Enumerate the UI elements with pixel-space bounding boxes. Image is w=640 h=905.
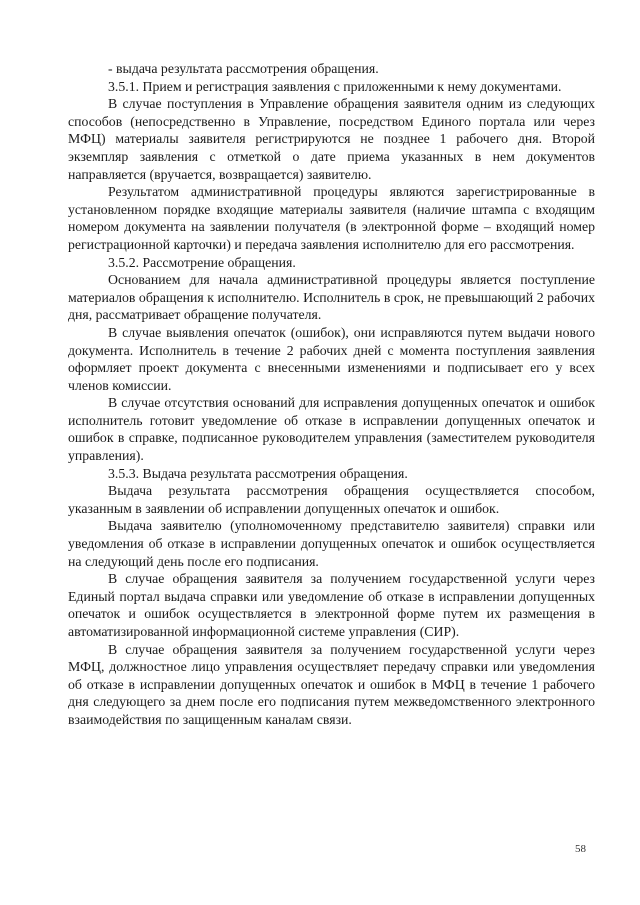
paragraph-mfc: В случае обращения заявителя за получением государственной услуги через МФЦ, должностное лицо управления осуществляет передачу справки или уведомления об отказе в исправлении допущенных опечаток и ошибок в МФЦ в течение 1 рабочего дня следующего за днем после его подписания путем межведомственного электронного взаимодействия по защищенным каналам связи. <box>68 641 595 727</box>
document-body <box>68 60 595 729</box>
paragraph-review-basis: Основанием для начала административной процедуры является поступление материалов обращения к исполнителю. Исполнитель в срок, не превышающий 2 рабочих дня, рассматривает обращение получателя. <box>68 272 595 323</box>
paragraph-issuance-method: Выдача результата рассмотрения обращения осуществляется способом, указанным в заявлении об исправлении допущенных опечаток и ошибок. <box>68 483 595 516</box>
paragraph-refusal-notice: В случае отсутствия оснований для исправления допущенных опечаток и ошибок исполнитель готовит уведомление об отказе в исправлении допущенных опечаток и ошибок в справке, подписанное руководителем управления (заместителем руководителя управления). <box>68 395 595 464</box>
paragraph-typo-correction: В случае выявления опечаток (ошибок), они исправляются путем выдачи нового документа. Исполнитель в течение 2 рабочих дней с момента поступления заявления оформляет проект документа с внесенными изменениями и подписывает его у всех членов комиссии. <box>68 324 595 393</box>
paragraph-registration: В случае поступления в Управление обращения заявителя одним из следующих способов (непосредственно в Управление, посредством Единого портала или через МФЦ) материалы заявителя регистрируются не позднее 1 рабочего дня. Второй экземпляр заявления с отметкой о дате приема указанных в нем документов направляется (вручается, возвращается) заявителю. <box>68 96 595 182</box>
paragraph-issuance-timing: Выдача заявителю (уполномоченному представителю заявителя) справки или уведомления об отказе в исправлении допущенных опечаток и ошибок осуществляется на следующий день после его подписания. <box>68 518 595 569</box>
paragraph-3-5-3-heading: 3.5.3. Выдача результата рассмотрения обращения. <box>108 465 408 481</box>
paragraph-registration-result: Результатом административной процедуры являются зарегистрированные в установленном порядке входящие материалы заявителя (наличие штампа с входящим номером документа на заявлении получателя (в электронной форме – входящий номер регистрационной карточки) и передача заявления исполнителю для его рассмотрения. <box>68 184 595 252</box>
paragraph-result-issuance-item: - выдача результата рассмотрения обращения. <box>108 61 379 76</box>
paragraph-3-5-2-heading: 3.5.2. Рассмотрение обращения. <box>108 254 296 270</box>
paragraph-unified-portal: В случае обращения заявителя за получением государственной услуги через Единый портал выдача справки или уведомление об отказе в исправлении допущенных опечаток и ошибок осуществляется в электронной форме путем их размещения в автоматизированной информационной системе управления (СИР). <box>68 571 595 639</box>
page-number: 58 <box>575 843 586 855</box>
paragraph-3-5-1-heading: 3.5.1. Прием и регистрация заявления с приложенными к нему документами. <box>108 78 562 94</box>
